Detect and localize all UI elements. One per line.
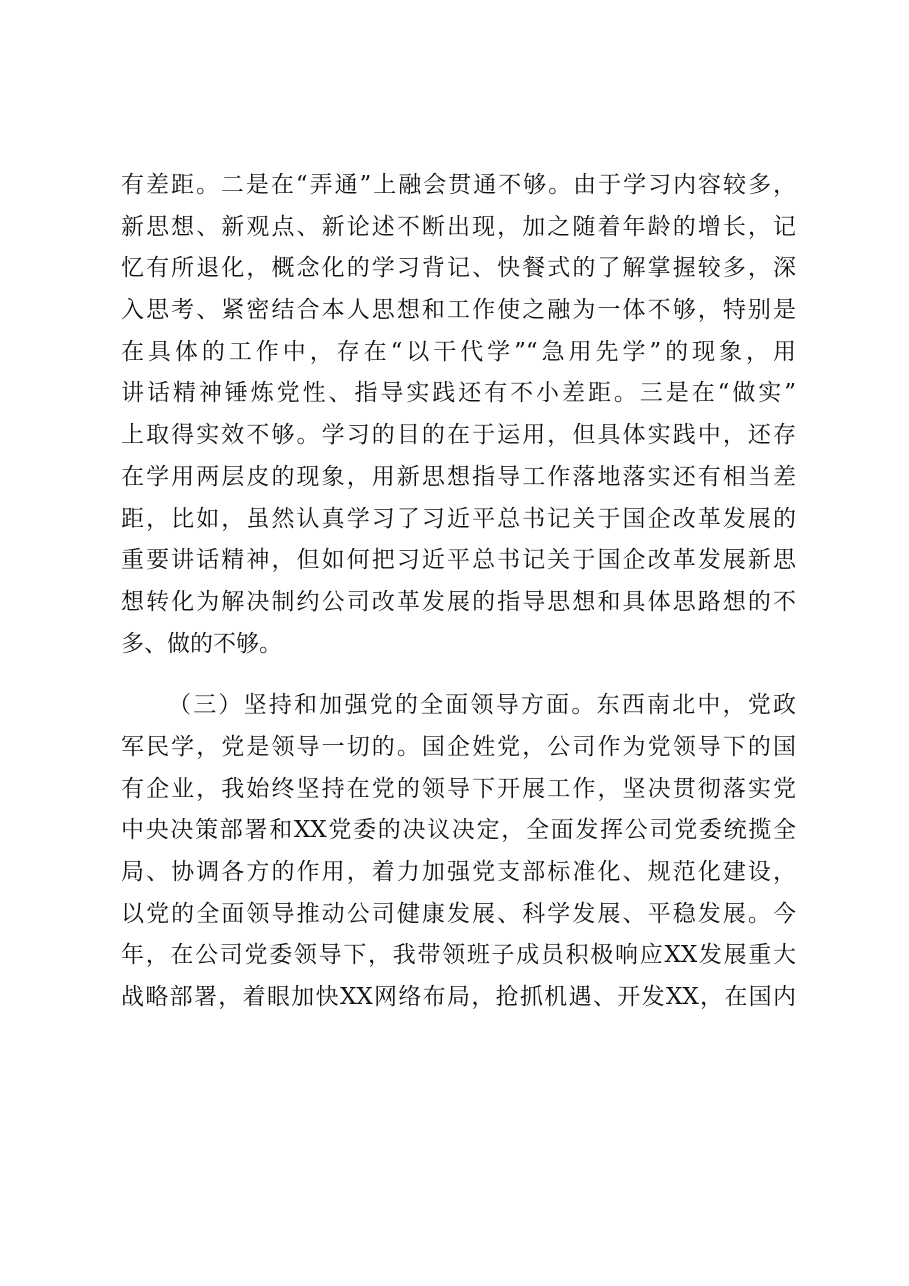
paragraph-line: 新思想、新观点、新论述不断出现，加之随着年龄的增长，记 <box>121 213 796 240</box>
paragraph-line: 以党的全面领导推动公司健康发展、科学发展、平稳发展。今 <box>121 900 796 927</box>
paragraph-line: 想转化为解决制约公司改革发展的指导思想和具体思路想的不 <box>121 588 796 615</box>
paragraph-line: 有企业，我始终坚持在党的领导下开展工作，坚决贯彻落实党 <box>121 775 796 802</box>
paragraph-line: 讲话精神锤炼党性、指导实践还有不小差距。三是在“做实” <box>121 380 796 407</box>
paragraph-line: 重要讲话精神，但如何把习近平总书记关于国企改革发展新思 <box>121 547 796 574</box>
paragraph-2 <box>121 685 796 1019</box>
paragraph-line: 在具体的工作中，存在“以干代学”“急用先学”的现象，用 <box>121 338 796 365</box>
paragraph-line: 入思考、紧密结合本人思想和工作使之融为一体不够，特别是 <box>121 297 796 324</box>
paragraph-1 <box>121 165 796 665</box>
paragraph-line: 中央决策部署和XX党委的决议决定，全面发挥公司党委统揽全 <box>121 817 796 844</box>
paragraph-line-last: 多、做的不够。 <box>121 630 282 657</box>
document-body <box>121 165 796 1019</box>
paragraph-line: 战略部署，着眼加快XX网络布局，抢抓机遇、开发XX，在国内 <box>121 984 796 1011</box>
paragraph-line: 上取得实效不够。学习的目的在于运用，但具体实践中，还存 <box>121 422 796 449</box>
paragraph-line: 局、协调各方的作用，着力加强党支部标准化、规范化建设， <box>121 859 796 885</box>
paragraph-line: 年，在公司党委领导下，我带领班子成员积极响应XX发展重大 <box>121 942 796 969</box>
paragraph-gap <box>121 665 796 685</box>
paragraph-line: 忆有所退化，概念化的学习背记、快餐式的了解掌握较多，深 <box>121 255 796 282</box>
paragraph-line: 军民学，党是领导一切的。国企姓党，公司作为党领导下的国 <box>121 733 796 760</box>
paragraph-line: 有差距。二是在“弄通”上融会贯通不够。由于学习内容较多， <box>121 172 796 198</box>
paragraph-line: 距，比如，虽然认真学习了习近平总书记关于国企改革发展的 <box>121 505 796 532</box>
paragraph-line-first: （三）坚持和加强党的全面领导方面。东西南北中，党政 <box>168 692 796 719</box>
paragraph-line: 在学用两层皮的现象，用新思想指导工作落地落实还有相当差 <box>121 463 796 490</box>
